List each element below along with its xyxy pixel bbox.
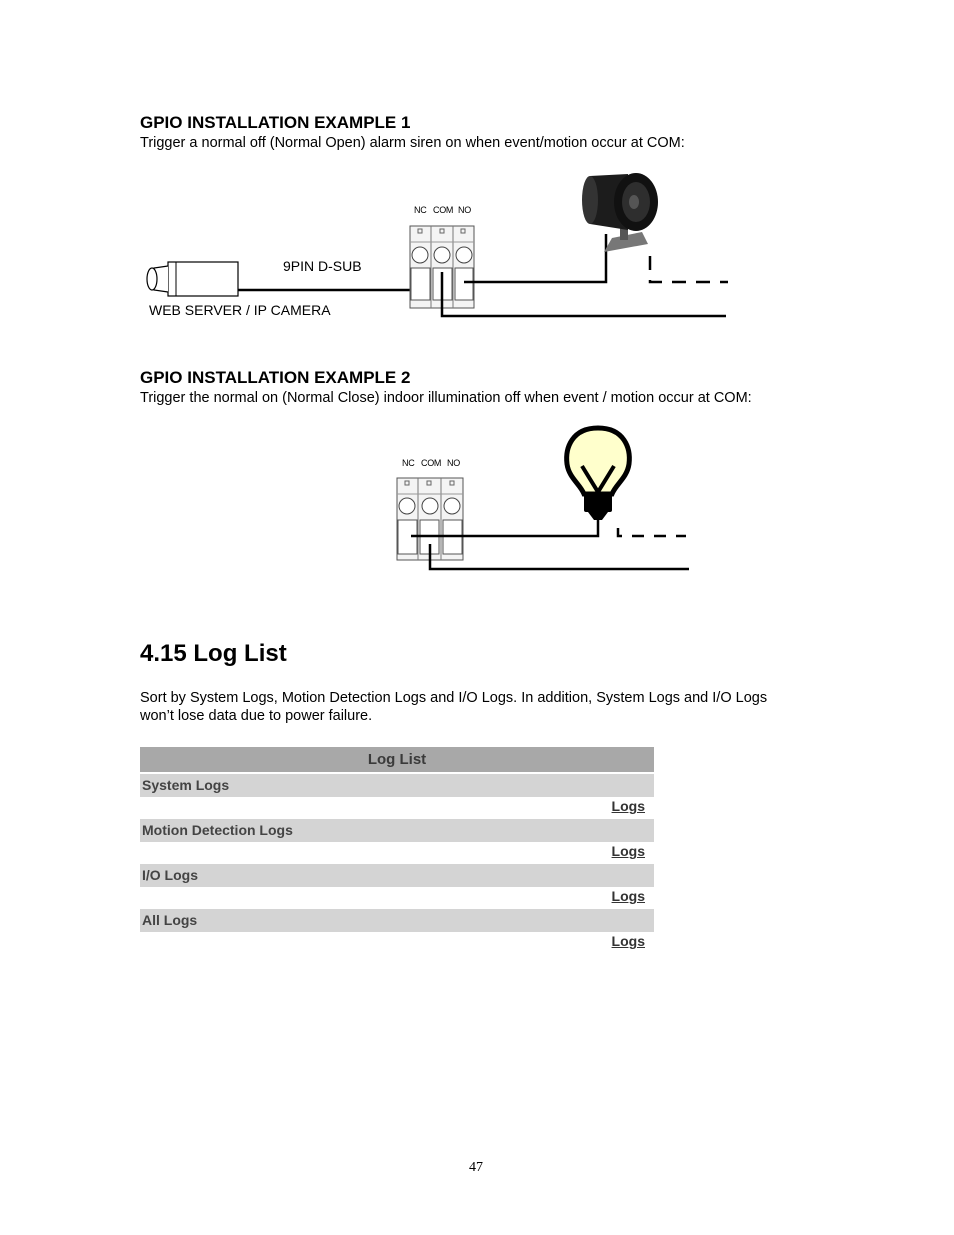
light-bulb-icon (567, 428, 630, 520)
terminal-label-com: COM (421, 458, 442, 468)
example1-description: Trigger a normal off (Normal Open) alarm siren on when event/motion occur at COM: (140, 135, 685, 151)
terminal-label-no: NO (458, 205, 471, 215)
alarm-siren-icon (582, 173, 658, 252)
log-link-row (140, 887, 654, 907)
example1-title: GPIO INSTALLATION EXAMPLE 1 (140, 113, 411, 132)
section-paragraph-line-1: Sort by System Logs, Motion Detection Logs and I/O Logs. In addition, System Logs and I/O Logs (140, 690, 768, 706)
log-link-row (140, 842, 654, 862)
gpio-diagram-2 (0, 420, 954, 580)
cable-label: 9PIN D-SUB (283, 258, 362, 274)
section-paragraph-line-2: won’t lose data due to power failure. (140, 708, 373, 724)
gpio-diagram-1 (0, 160, 954, 330)
section-title: 4.15 Log List (140, 640, 287, 667)
page-number: 47 (469, 1160, 483, 1175)
all-logs-link[interactable]: Logs (611, 933, 645, 949)
io-logs-link[interactable]: Logs (611, 888, 645, 904)
example2-title: GPIO INSTALLATION EXAMPLE 2 (140, 368, 411, 387)
ip-camera-icon (147, 262, 238, 296)
terminal-label-com: COM (433, 205, 454, 215)
motion-detection-logs-link[interactable]: Logs (611, 843, 645, 859)
system-logs-link[interactable]: Logs (611, 798, 645, 814)
log-list-table (140, 747, 654, 952)
log-category-motion-detection: Motion Detection Logs (140, 819, 654, 842)
log-list-header: Log List (140, 747, 654, 772)
log-link-row (140, 797, 654, 817)
device-label: WEB SERVER / IP CAMERA (149, 302, 331, 318)
log-link-row (140, 932, 654, 952)
log-category-all: All Logs (140, 909, 654, 932)
terminal-label-no: NO (447, 458, 460, 468)
terminal-label-nc: NC (402, 458, 415, 468)
log-category-system: System Logs (140, 774, 654, 797)
log-category-io: I/O Logs (140, 864, 654, 887)
example2-description: Trigger the normal on (Normal Close) indoor illumination off when event / motion occur at COM: (140, 390, 752, 406)
terminal-label-nc: NC (414, 205, 427, 215)
